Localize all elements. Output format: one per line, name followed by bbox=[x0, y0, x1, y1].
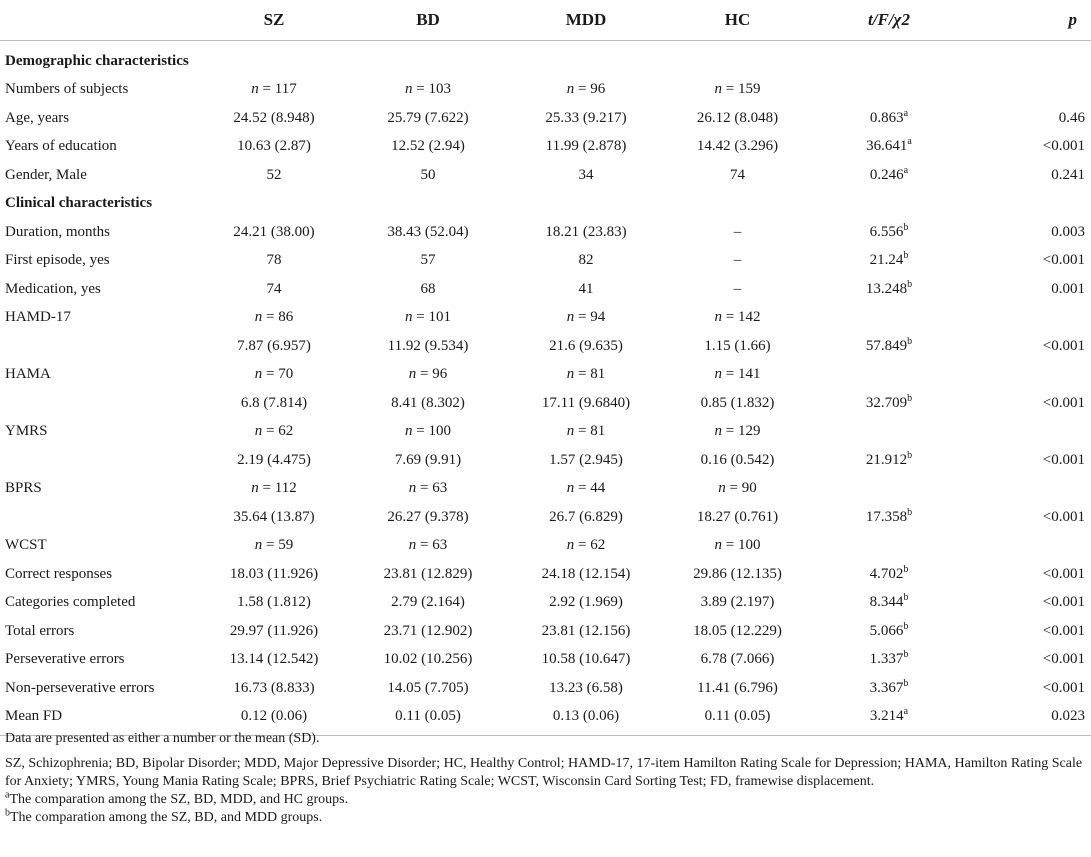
table-body bbox=[0, 41, 1091, 736]
cell-bd: 38.43 (52.04) bbox=[387, 223, 469, 240]
cell-mdd: n = 96 bbox=[566, 81, 606, 98]
cell-sz: 18.03 (11.926) bbox=[229, 565, 319, 582]
n-symbol: n bbox=[251, 480, 259, 497]
statistic-superscript: b bbox=[903, 649, 909, 661]
cell-bd: 23.81 (12.829) bbox=[383, 565, 473, 582]
statistic-value: 57.849 bbox=[865, 337, 908, 354]
cell-bd: 23.71 (12.902) bbox=[383, 622, 473, 639]
table-row bbox=[0, 589, 1091, 618]
statistic-value: 0.863 bbox=[869, 109, 904, 126]
cell-sz: 74 bbox=[266, 280, 282, 297]
header-label-col bbox=[0, 0, 200, 41]
statistic-superscript: b bbox=[903, 592, 909, 604]
statistic-value: 17.358 bbox=[865, 508, 908, 525]
n-symbol: n bbox=[408, 366, 417, 383]
row-label: Duration, months bbox=[5, 223, 110, 240]
row-label: Numbers of subjects bbox=[5, 81, 129, 98]
cell-hc: – bbox=[733, 252, 742, 269]
cell-p-value: 0.001 bbox=[1051, 280, 1085, 297]
header-hc: HC bbox=[664, 0, 811, 41]
n-symbol: n bbox=[714, 366, 723, 383]
cell-bd: 12.52 (2.94) bbox=[391, 138, 465, 155]
cell-statistic bbox=[811, 76, 967, 105]
cell-p-value bbox=[967, 304, 1091, 333]
cell-bd: 11.92 (9.534) bbox=[387, 337, 469, 354]
cell-mdd: 23.81 (12.156) bbox=[541, 622, 631, 639]
cell-bd: 8.41 (8.302) bbox=[391, 394, 465, 411]
table-row bbox=[0, 161, 1091, 190]
table-row bbox=[0, 674, 1091, 703]
row-label: Age, years bbox=[5, 109, 70, 126]
table-row bbox=[0, 617, 1091, 646]
statistic-superscript: b bbox=[903, 250, 909, 262]
cell-hc: n = 129 bbox=[714, 423, 761, 440]
cell-mdd: 2.92 (1.969) bbox=[549, 594, 623, 611]
cell-hc: 18.27 (0.761) bbox=[696, 508, 779, 525]
section-title: Demographic characteristics bbox=[5, 52, 189, 69]
cell-p-value: <0.001 bbox=[1042, 252, 1085, 269]
cell-mdd: 17.11 (9.6840) bbox=[541, 394, 631, 411]
cell-p-value: <0.001 bbox=[1042, 622, 1085, 639]
row-label: HAMD-17 bbox=[5, 309, 71, 326]
cell-statistic bbox=[811, 503, 967, 532]
cell-hc: 0.16 (0.542) bbox=[700, 451, 775, 468]
table-row bbox=[0, 332, 1091, 361]
n-symbol: n bbox=[566, 423, 575, 440]
footnote-a-mark: a bbox=[5, 789, 10, 801]
row-label: HAMA bbox=[5, 366, 51, 383]
statistic-superscript: b bbox=[907, 449, 913, 461]
n-symbol: n bbox=[566, 480, 575, 497]
header-bd: BD bbox=[348, 0, 508, 41]
footnote-abbreviations: SZ, Schizophrenia; BD, Bipolar Disorder; MDD, Major Depressive Disorder; HC, Healthy Control; HAMD-17, 17-item Hamilton Rating Scale for Depression; HAMA, Hamilton Rating Scale for Anxiety; YMRS, Young Mania Rating Scale; BPRS, Brief Psychiatric Rating Scale; WCST, Wisconsin Card Sorting Test; FD, framewise displacement. bbox=[5, 756, 1083, 789]
cell-bd: n = 63 bbox=[408, 537, 448, 554]
cell-sz: 10.63 (2.87) bbox=[237, 138, 311, 155]
n-symbol: n bbox=[714, 423, 723, 440]
cell-hc: 6.78 (7.066) bbox=[700, 651, 775, 668]
cell-hc: n = 90 bbox=[718, 480, 757, 497]
n-symbol: n bbox=[405, 81, 413, 98]
cell-hc: 0.11 (0.05) bbox=[664, 703, 811, 736]
cell-mdd: 13.23 (6.58) bbox=[549, 679, 623, 696]
table-row bbox=[0, 475, 1091, 504]
cell-hc: n = 142 bbox=[714, 309, 761, 326]
cell-p-value: <0.001 bbox=[1042, 337, 1085, 354]
cell-bd: n = 100 bbox=[405, 423, 451, 440]
cell-statistic bbox=[811, 389, 967, 418]
cell-bd: 2.79 (2.164) bbox=[391, 594, 465, 611]
cell-statistic bbox=[811, 418, 967, 447]
row-label: YMRS bbox=[5, 423, 48, 440]
cell-sz: 2.19 (4.475) bbox=[237, 451, 311, 468]
cell-sz: 78 bbox=[266, 252, 282, 269]
footnote-b-text: The comparation among the SZ, BD, and MDD groups. bbox=[10, 810, 323, 825]
row-label: Perseverative errors bbox=[5, 651, 125, 668]
cell-statistic bbox=[811, 218, 967, 247]
cell-mdd: 10.58 (10.647) bbox=[541, 651, 631, 668]
n-symbol: n bbox=[254, 537, 263, 554]
cell-mdd: 24.18 (12.154) bbox=[541, 565, 631, 582]
n-symbol: n bbox=[408, 537, 417, 554]
cell-bd: 10.02 (10.256) bbox=[383, 651, 473, 668]
cell-statistic bbox=[811, 161, 967, 190]
cell-statistic bbox=[811, 617, 967, 646]
n-symbol: n bbox=[714, 81, 723, 98]
cell-bd: 0.11 (0.05) bbox=[348, 703, 508, 736]
cell-hc: n = 141 bbox=[714, 366, 761, 383]
table-row bbox=[0, 418, 1091, 447]
table-row bbox=[0, 275, 1091, 304]
row-label: Mean FD bbox=[0, 703, 200, 736]
statistic-value: 4.702 bbox=[869, 565, 904, 582]
cell-bd: n = 103 bbox=[405, 81, 451, 98]
cell-bd: n = 63 bbox=[408, 480, 448, 497]
cell-mdd: n = 81 bbox=[566, 366, 606, 383]
statistic-value: 21.912 bbox=[865, 451, 908, 468]
cell-bd: 50 bbox=[420, 166, 436, 183]
cell-p-value: <0.001 bbox=[1042, 565, 1085, 582]
cell-p-value bbox=[967, 76, 1091, 105]
cell-bd: 68 bbox=[420, 280, 436, 297]
statistic-superscript: a bbox=[903, 164, 909, 176]
cell-statistic bbox=[811, 446, 967, 475]
cell-p-value bbox=[967, 418, 1091, 447]
footnote-b-mark: b bbox=[5, 807, 10, 819]
cell-hc: 18.05 (12.229) bbox=[693, 622, 782, 639]
cell-mdd: 1.57 (2.945) bbox=[549, 451, 623, 468]
table-row bbox=[0, 646, 1091, 675]
statistic-value: 3.214 bbox=[869, 708, 904, 725]
cell-bd: 7.69 (9.91) bbox=[394, 451, 462, 468]
table-row bbox=[0, 560, 1091, 589]
cell-mdd: 21.6 (9.635) bbox=[549, 337, 623, 354]
n-symbol: n bbox=[566, 366, 575, 383]
n-symbol: n bbox=[254, 309, 263, 326]
n-symbol: n bbox=[408, 480, 417, 497]
row-label: Non-perseverative errors bbox=[5, 679, 155, 696]
cell-mdd: 34 bbox=[578, 166, 594, 183]
cell-hc: 74 bbox=[730, 166, 745, 183]
statistic-superscript: b bbox=[907, 335, 913, 347]
cell-sz: 7.87 (6.957) bbox=[237, 337, 311, 354]
row-label: Medication, yes bbox=[5, 280, 101, 297]
n-symbol: n bbox=[405, 309, 413, 326]
cell-mdd: 0.13 (0.06) bbox=[508, 703, 664, 736]
cell-mdd: 18.21 (23.83) bbox=[545, 223, 627, 240]
cell-sz: 52 bbox=[266, 166, 282, 183]
cell-hc: n = 100 bbox=[714, 537, 761, 554]
table-footnotes bbox=[5, 730, 1085, 827]
header-mdd: MDD bbox=[508, 0, 664, 41]
cell-bd: 26.27 (9.378) bbox=[387, 508, 469, 525]
table-row bbox=[0, 532, 1091, 561]
cell-statistic bbox=[811, 133, 967, 162]
cell-p-value: 0.241 bbox=[1051, 166, 1085, 183]
n-symbol: n bbox=[718, 480, 726, 497]
cell-statistic bbox=[811, 646, 967, 675]
cell-sz: n = 86 bbox=[254, 309, 294, 326]
cell-statistic bbox=[811, 361, 967, 390]
cell-p-value bbox=[967, 532, 1091, 561]
footnote-a bbox=[5, 791, 1085, 809]
section-header-row bbox=[0, 190, 1091, 219]
cell-p-value: <0.001 bbox=[1042, 508, 1085, 525]
cell-p-value: 0.023 bbox=[967, 703, 1091, 736]
cell-p-value: 0.46 bbox=[1058, 109, 1085, 126]
cell-p-value: 0.003 bbox=[1051, 223, 1085, 240]
n-symbol: n bbox=[254, 366, 263, 383]
table-row bbox=[0, 133, 1091, 162]
statistic-superscript: b bbox=[907, 506, 913, 518]
table-row bbox=[0, 247, 1091, 276]
row-label bbox=[0, 503, 200, 532]
cell-statistic bbox=[811, 532, 967, 561]
cell-sz: 6.8 (7.814) bbox=[240, 394, 308, 411]
statistic-superscript: b bbox=[903, 620, 909, 632]
section-title: Clinical characteristics bbox=[5, 195, 153, 212]
cell-mdd: 25.33 (9.217) bbox=[545, 109, 627, 126]
cell-hc: 29.86 (12.135) bbox=[693, 565, 782, 582]
cell-bd: 14.05 (7.705) bbox=[387, 679, 469, 696]
footnote-a-text: The comparation among the SZ, BD, MDD, and HC groups. bbox=[9, 792, 349, 807]
cell-statistic bbox=[811, 247, 967, 276]
cell-hc: 11.41 (6.796) bbox=[697, 679, 778, 696]
cell-sz: n = 117 bbox=[251, 81, 297, 98]
cell-mdd: n = 81 bbox=[566, 423, 606, 440]
cell-bd: 25.79 (7.622) bbox=[387, 109, 469, 126]
cell-mdd: 26.7 (6.829) bbox=[549, 508, 623, 525]
statistic-superscript: b bbox=[907, 278, 913, 290]
row-label: Total errors bbox=[5, 622, 75, 639]
header-sz: SZ bbox=[200, 0, 348, 41]
row-label bbox=[0, 446, 200, 475]
cell-sz: n = 112 bbox=[251, 480, 297, 497]
row-label: Years of education bbox=[5, 138, 117, 155]
cell-sz: 1.58 (1.812) bbox=[237, 594, 311, 611]
cell-sz: 29.97 (11.926) bbox=[229, 622, 319, 639]
row-label: Correct responses bbox=[5, 565, 113, 582]
statistic-value: 3.367 bbox=[869, 679, 904, 696]
cell-statistic bbox=[811, 275, 967, 304]
cell-statistic bbox=[811, 104, 967, 133]
cell-mdd: 82 bbox=[578, 252, 594, 269]
statistic-value: 13.248 bbox=[865, 280, 908, 297]
table-header-row bbox=[0, 0, 1091, 41]
n-symbol: n bbox=[566, 537, 575, 554]
table-row bbox=[0, 218, 1091, 247]
cell-sz: 24.21 (38.00) bbox=[233, 223, 315, 240]
cell-hc: 1.15 (1.66) bbox=[704, 337, 771, 354]
statistic-superscript: b bbox=[903, 563, 909, 575]
n-symbol: n bbox=[714, 309, 723, 326]
cell-p-value bbox=[967, 361, 1091, 390]
cell-p-value: <0.001 bbox=[1042, 138, 1085, 155]
cell-mdd: n = 94 bbox=[566, 309, 606, 326]
cell-sz: 35.64 (13.87) bbox=[233, 508, 315, 525]
cell-p-value: <0.001 bbox=[1042, 394, 1085, 411]
cell-bd: 57 bbox=[420, 252, 436, 269]
row-label bbox=[0, 332, 200, 361]
footnote-b bbox=[5, 809, 1085, 827]
n-symbol: n bbox=[405, 423, 413, 440]
row-label: Categories completed bbox=[5, 594, 136, 611]
footnote-data-note: Data are presented as either a number or the mean (SD). bbox=[5, 731, 320, 746]
statistic-superscript: a bbox=[903, 706, 909, 718]
cell-hc: 3.89 (2.197) bbox=[700, 594, 775, 611]
statistic-value: 8.344 bbox=[869, 594, 904, 611]
statistic-superscript: b bbox=[903, 677, 909, 689]
cell-p-value: <0.001 bbox=[1042, 651, 1085, 668]
row-label bbox=[0, 389, 200, 418]
section-header-row bbox=[0, 41, 1091, 76]
table-row bbox=[0, 104, 1091, 133]
statistic-value: 6.556 bbox=[869, 223, 904, 240]
statistic-value: 36.641 bbox=[866, 138, 908, 155]
cell-bd: n = 96 bbox=[408, 366, 448, 383]
cell-statistic bbox=[811, 332, 967, 361]
statistic-superscript: b bbox=[903, 221, 909, 233]
n-symbol: n bbox=[251, 81, 259, 98]
cell-p-value bbox=[967, 475, 1091, 504]
cell-statistic bbox=[811, 674, 967, 703]
cell-mdd: 41 bbox=[578, 280, 594, 297]
cell-p-value: <0.001 bbox=[1042, 594, 1085, 611]
statistic-value: 32.709 bbox=[865, 394, 908, 411]
row-label: First episode, yes bbox=[5, 252, 110, 269]
cell-sz: 0.12 (0.06) bbox=[200, 703, 348, 736]
cell-mdd: 11.99 (2.878) bbox=[545, 138, 627, 155]
statistic-superscript: b bbox=[907, 392, 913, 404]
cell-sz: n = 62 bbox=[254, 423, 294, 440]
cell-mdd: n = 44 bbox=[566, 480, 606, 497]
cell-hc: – bbox=[733, 280, 742, 297]
cell-hc: n = 159 bbox=[714, 81, 761, 98]
table-row bbox=[0, 304, 1091, 333]
cell-statistic bbox=[811, 560, 967, 589]
cell-p-value: <0.001 bbox=[1042, 679, 1085, 696]
cell-bd: n = 101 bbox=[405, 309, 451, 326]
statistic-superscript: a bbox=[903, 107, 909, 119]
cell-statistic bbox=[811, 589, 967, 618]
n-symbol: n bbox=[566, 309, 575, 326]
header-statistic: t/F/χ2 bbox=[811, 0, 967, 41]
row-label: BPRS bbox=[5, 480, 42, 497]
n-symbol: n bbox=[254, 423, 263, 440]
row-label: Gender, Male bbox=[5, 166, 87, 183]
table-row bbox=[0, 76, 1091, 105]
cell-sz: n = 59 bbox=[254, 537, 294, 554]
statistic-value: 0.246 bbox=[869, 166, 904, 183]
cell-sz: 13.14 (12.542) bbox=[229, 651, 319, 668]
cell-hc: – bbox=[733, 223, 742, 240]
cell-mdd: n = 62 bbox=[566, 537, 606, 554]
cell-p-value: <0.001 bbox=[1042, 451, 1085, 468]
table-row bbox=[0, 389, 1091, 418]
statistic-superscript: a bbox=[907, 136, 912, 148]
cell-hc: 0.85 (1.832) bbox=[700, 394, 775, 411]
cell-hc: 26.12 (8.048) bbox=[696, 109, 779, 126]
cell-sz: n = 70 bbox=[254, 366, 294, 383]
cell-sz: 16.73 (8.833) bbox=[233, 679, 315, 696]
statistic-value: 21.24 bbox=[869, 252, 904, 269]
row-label: WCST bbox=[5, 537, 47, 554]
statistic-value: 5.066 bbox=[869, 622, 904, 639]
cell-hc: 14.42 (3.296) bbox=[696, 138, 779, 155]
cell-sz: 24.52 (8.948) bbox=[233, 109, 315, 126]
n-symbol: n bbox=[714, 537, 723, 554]
table-row bbox=[0, 503, 1091, 532]
cell-statistic bbox=[811, 475, 967, 504]
cell-statistic bbox=[811, 304, 967, 333]
table-row bbox=[0, 361, 1091, 390]
header-p-value: p bbox=[967, 0, 1091, 41]
table-row bbox=[0, 446, 1091, 475]
statistic-value: 1.337 bbox=[869, 651, 904, 668]
n-symbol: n bbox=[566, 81, 575, 98]
